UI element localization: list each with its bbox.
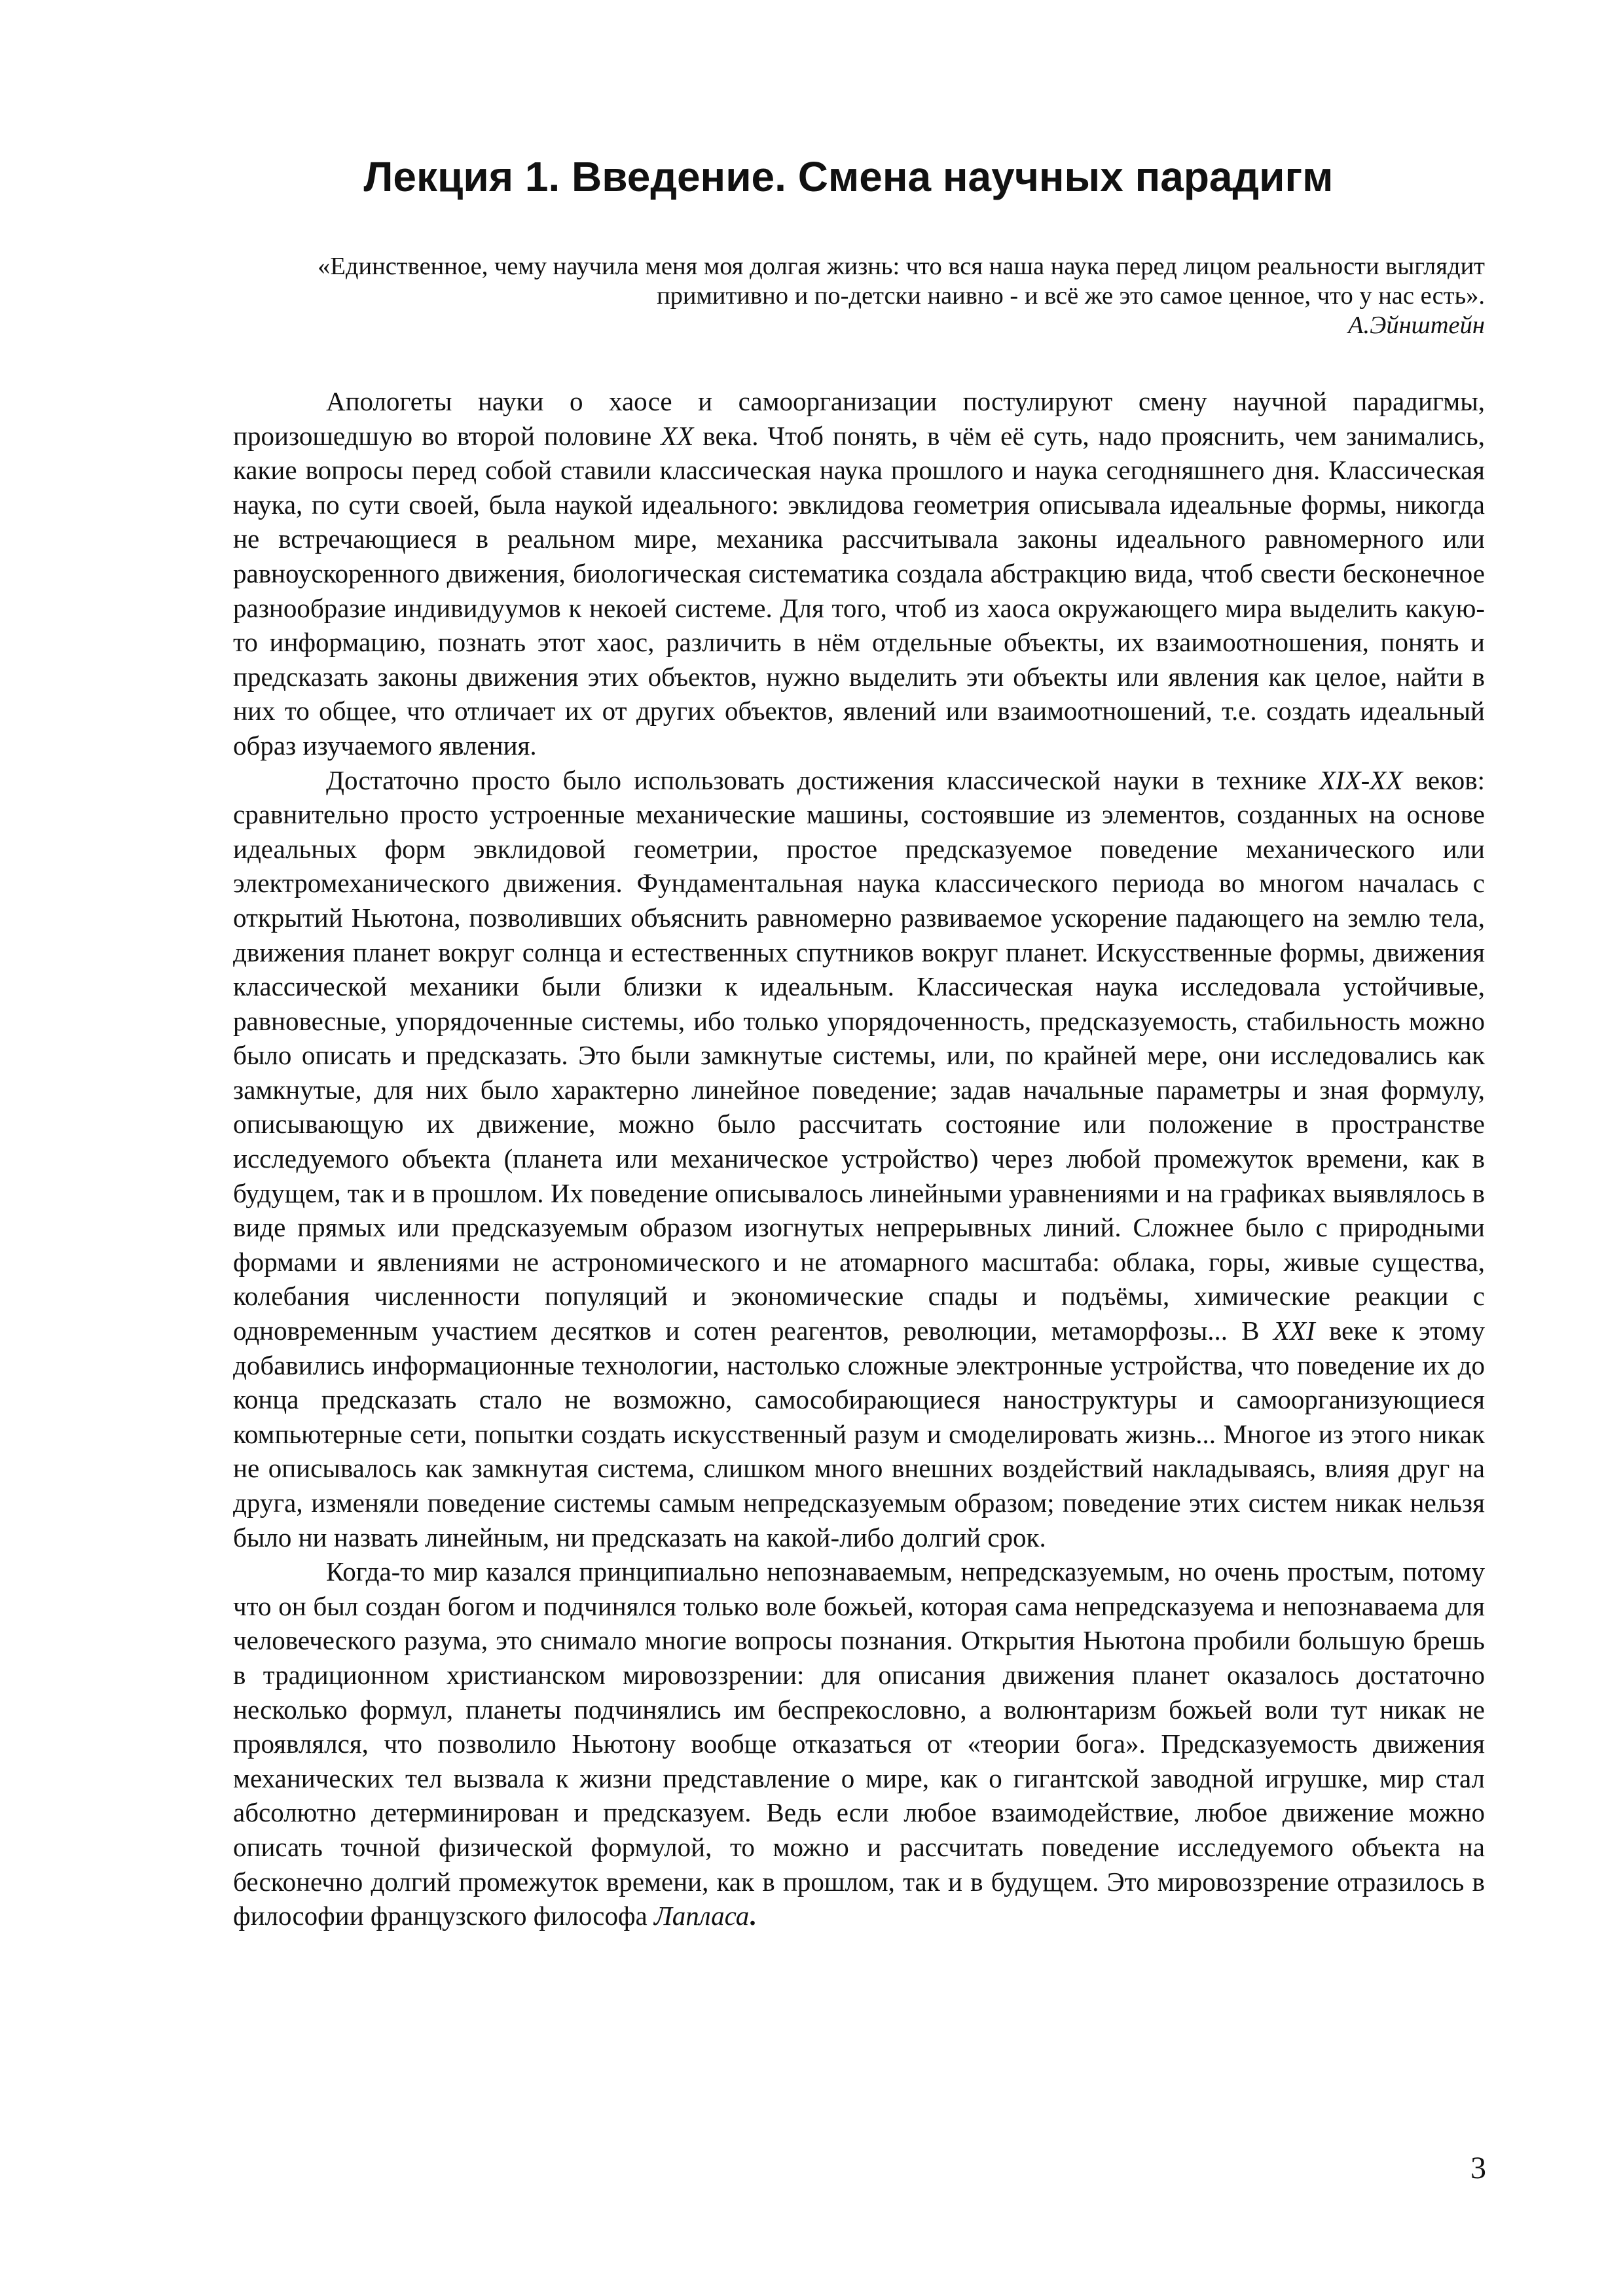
paragraph-3 <box>233 1554 1485 1933</box>
paragraph-end-period: . <box>749 1901 756 1931</box>
laplace-italic: Лапласа <box>654 1901 750 1931</box>
paragraph-1 <box>233 384 1485 763</box>
paragraph-text: Апологеты науки о хаосе и самоорганизации постулируют смену научной парадигмы, произошедшую во второй половине <box>233 386 1485 451</box>
century-italic: XIX-XX <box>1319 764 1403 795</box>
epigraph-author: А.Эйнштейн <box>1347 312 1485 339</box>
century-italic: XX <box>661 420 694 451</box>
epigraph-quote: «Единственное, чему научила меня моя долгая жизнь: что вся наша наука перед лицом реальности выглядит примитивно и по-детски наивно - и всё же это самое ценное, что у нас есть». <box>318 253 1485 310</box>
lecture-body <box>233 384 1485 1933</box>
paragraph-2 <box>233 763 1485 1555</box>
lecture-title: Лекция 1. Введение. Смена научных парадигм <box>363 153 1334 200</box>
paragraph-text: Когда-то мир казался принципиально непознаваемым, непредсказуемым, но очень простым, потому что он был создан богом и подчинялся только воле божьей, которая сама непредсказуема и непознаваема для человеческого разума, это снимало многие вопросы познания. Открытия Ньютона пробили большую брешь в традиционном христианском мировоззрении: для описания движения планет оказалось достаточно несколько формул, планеты подчинялись им беспрекословно, а волюнтаризм божьей воли тут никак не проявлялся, что позволило Ньютону вообще отказаться от «теории бога». Предсказуемость движения механических тел вызвала к жизни представление о мире, как о гигантской заводной игрушке, мир стал абсолютно детерминирован и предсказуем. Ведь если любое взаимодействие, любое движение можно описать точной физической формулой, то можно и рассчитать поведение исследуемого объекта на бесконечно долгий промежуток времени, как в прошлом, так и в будущем. Это мировоззрение отразилось в философии французского философа <box>233 1556 1485 1931</box>
page-number: 3 <box>1470 2151 1486 2185</box>
century-italic: XXI <box>1273 1316 1315 1346</box>
paragraph-text: Достаточно просто было использовать достижения классической науки в технике <box>326 764 1319 795</box>
epigraph <box>233 252 1485 340</box>
paragraph-text: века. Чтоб понять, в чём её суть, надо прояснить, чем занимались, какие вопросы перед собой ставили классическая наука прошлого и наука сегодняшнего дня. Классическая наука, по сути своей, была наукой идеального: эвклидова геометрия описывала идеальные формы, никогда не встречающиеся в реальном мире, механика рассчитывала законы идеального равномерного или равноускоренного движения, биологическая систематика создала абстракцию вида, чтоб свести бесконечное разнообразие индивидуумов к некоей системе. Для того, чтоб из хаоса окружающего мира выделить какую-то информацию, познать этот хаос, различить в нём отдельные объекты, их взаимоотношения, понять и предсказать законы движения этих объектов, нужно выделить эти объекты или явления как целое, найти в них то общее, что отличает их от других объектов, явлений или взаимоотношений, т.е. создать идеальный образ изучаемого явления. <box>233 420 1485 761</box>
paragraph-text: веков: сравнительно просто устроенные механические машины, состоявшие из элементов, созданных на основе идеальных форм эвклидовой геометрии, простое предсказуемое поведение механического или электромеханического движения. Фундаментальная наука классического периода во многом началась с открытий Ньютона, позволивших объяснить равномерно развиваемое ускорение падающего на землю тела, движения планет вокруг солнца и естественных спутников вокруг планет. Искусственные формы, движения классической механики были близки к идеальным. Классическая наука исследовала устойчивые, равновесные, упорядоченные системы, ибо только упорядоченность, предсказуемость, стабильность можно было описать и предсказать. Это были замкнутые системы, или, по крайней мере, они исследовались как замкнутые, для них было характерно линейное поведение; задав начальные параметры и зная формулу, описывающую их движение, можно было рассчитать состояние или положение в пространстве исследуемого объекта (планета или механическое устройство) через любой промежуток времени, как в будущем, так и в прошлом. Их поведение описывалось линейными уравнениями и на графиках выявлялось в виде прямых или предсказуемым образом изогнутых непрерывных линий. Сложнее было с природными формами и явлениями не астрономического и не атомарного масштаба: облака, горы, живые существа, колебания численности популяций и экономические спады и подъёмы, химические реакции с одновременным участием десятков и сотен реагентов, революции, метаморфозы... В <box>233 764 1485 1346</box>
paragraph-text: веке к этому добавились информационные технологии, настолько сложные электронные устройства, что поведение их до конца предсказать стало не возможно, самособирающиеся наноструктуры и самоорганизующиеся компьютерные сети, попытки создать искусственный разум и смоделировать жизнь... Многое из этого никак не описывалось как замкнутая система, слишком много внешних воздействий накладываясь, влияя друг на друга, изменяли поведение системы самым непредсказуемым образом; поведение этих систем никак нельзя было ни назвать линейным, ни предсказать на какой-либо долгий срок. <box>233 1316 1485 1552</box>
